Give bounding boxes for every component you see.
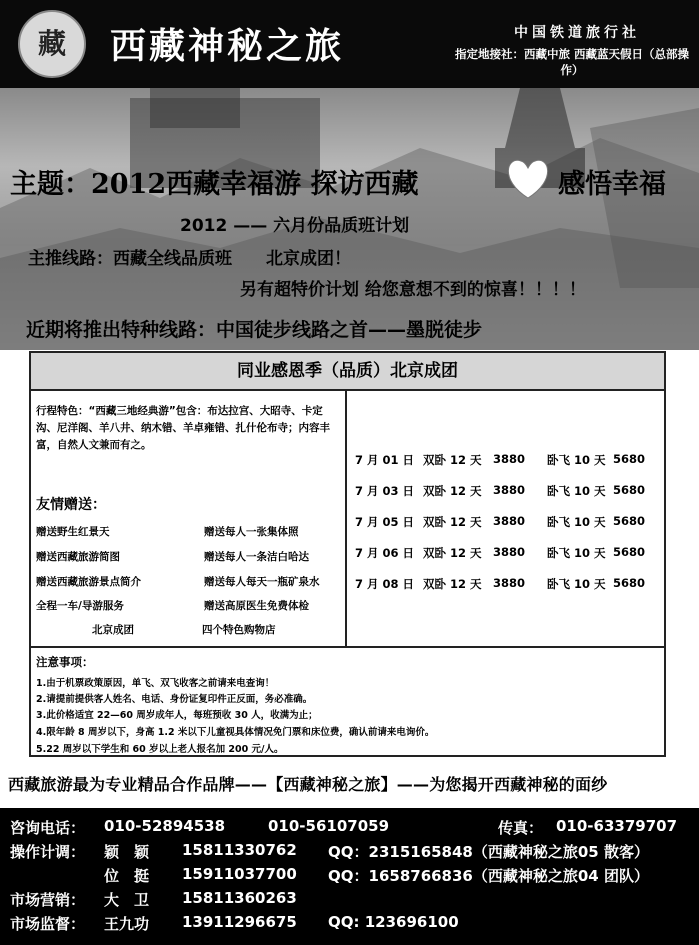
reception-agency: 指定地接社：西藏中旅 西藏蓝天假日（总部操作） [454, 47, 689, 77]
train-package: 双卧 12 天 [423, 484, 482, 498]
mixed-package: 卧飞 10 天 [547, 515, 606, 529]
train-package: 双卧 12 天 [423, 546, 482, 560]
phone-number: 010-56107059 [268, 817, 390, 835]
supervisor-label: 市场监督： [10, 915, 86, 933]
marketing-phone: 15811360263 [182, 889, 297, 907]
logo-glyph: 藏 [37, 27, 66, 60]
mixed-package: 卧飞 10 天 [547, 484, 606, 498]
operator-phone: 15811330762 [182, 841, 297, 859]
notes-divider [31, 646, 664, 648]
special-offer: 另有超特价计划 给您意想不到的惊喜！！！！ [240, 280, 586, 300]
phone-number: 010-52894538 [104, 817, 226, 835]
operator-qq: QQ：1658766836（西藏神秘之旅04 团队） [328, 867, 649, 885]
gift-item: 北京成团 [92, 624, 134, 636]
box-title: 同业感恩季（品质）北京成团 [31, 353, 664, 391]
gift-item: 赠送每人一张集体照 [204, 526, 299, 538]
agency-name: 中国铁道旅行社 [514, 25, 640, 41]
mixed-package: 卧飞 10 天 [547, 546, 606, 560]
theme-headline: 主题：2012西藏幸福游 探访西藏 [10, 169, 419, 200]
upcoming-route: 近期将推出特种线路：中国徒步线路之首——墨脱徒步 [26, 319, 483, 341]
train-package: 双卧 12 天 [423, 577, 482, 591]
marketing-label: 市场营销： [10, 891, 86, 909]
notes-title: 注意事项： [36, 655, 94, 669]
departure-date: 7 月 01 日 [355, 453, 415, 467]
gift-item: 赠送每人每天一瓶矿泉水 [204, 576, 320, 588]
gift-item: 赠送每人一条洁白哈达 [204, 551, 309, 563]
train-package: 双卧 12 天 [423, 515, 482, 529]
train-price: 3880 [493, 514, 526, 528]
departure-date: 7 月 08 日 [355, 577, 415, 591]
mixed-price: 5680 [613, 483, 646, 497]
train-price: 3880 [493, 452, 526, 466]
departure-date: 7 月 05 日 [355, 515, 415, 529]
phone-label: 咨询电话： [10, 819, 86, 837]
heart-icon [505, 158, 551, 200]
operations-label: 操作计调： [10, 843, 86, 861]
mixed-price: 5680 [613, 545, 646, 559]
train-package: 双卧 12 天 [423, 453, 482, 467]
supervisor-name: 王九功 [104, 915, 150, 933]
operator-qq: QQ：2315165848（西藏神秘之旅05 散客） [328, 843, 649, 861]
fax-label: 传真： [498, 819, 544, 837]
gifts-title: 友情赠送： [36, 497, 106, 513]
brand-title: 西藏神秘之旅 [110, 25, 345, 67]
operator-phone: 15911037700 [182, 865, 297, 883]
departure-date: 7 月 06 日 [355, 546, 415, 560]
mixed-package: 卧飞 10 天 [547, 453, 606, 467]
theme-headline-end: 感悟幸福 [558, 169, 666, 200]
operator-name: 位 挺 [104, 867, 150, 885]
brand-logo [18, 10, 86, 78]
mixed-price: 5680 [613, 514, 646, 528]
mixed-package: 卧飞 10 天 [547, 577, 606, 591]
gift-item: 赠送高原医生免费体检 [204, 600, 309, 612]
train-price: 3880 [493, 483, 526, 497]
itinerary-features: 行程特色：“西藏三地经典游”包含：布达拉宫、大昭寺、卡定沟、尼洋阁、羊八井、纳木错、羊卓雍错、扎什伦布寺；内容丰富，自然人文兼而有之。 [36, 405, 330, 451]
operator-name: 颖 颖 [104, 843, 150, 861]
train-price: 3880 [493, 545, 526, 559]
fax-number: 010-63379707 [556, 817, 678, 835]
note-item: 5.22 周岁以下学生和 60 岁以上老人报名加 200 元/人。 [36, 744, 284, 755]
gift-item: 全程一车/导游服务 [36, 600, 124, 612]
supervisor-phone: 13911296675 [182, 913, 297, 931]
note-item: 4.限年龄 8 周岁以下，身高 1.2 米以下儿童视具体情况免门票和床位费，确认前请来电询价。 [36, 727, 435, 738]
marketing-name: 大 卫 [104, 891, 150, 909]
monthly-plan: 2012 —— 六月份品质班计划 [180, 216, 410, 236]
train-price: 3880 [493, 576, 526, 590]
supervisor-qq: QQ: 123696100 [328, 913, 459, 931]
departure-date: 7 月 03 日 [355, 484, 415, 498]
note-item: 3.此价格适宜 22—60 周岁成年人，每班预收 30 人，收满为止； [36, 710, 318, 721]
gift-item: 四个特色购物店 [202, 624, 276, 636]
note-item: 1.由于机票政策原因，单飞、双飞收客之前请来电查询！ [36, 678, 275, 689]
brand-slogan: 西藏旅游最为专业精品合作品牌——【西藏神秘之旅】——为您揭开西藏神秘的面纱 [8, 775, 608, 794]
note-item: 2.请提前提供客人姓名、电话、身份证复印件正反面，务必准确。 [36, 694, 313, 705]
mixed-price: 5680 [613, 452, 646, 466]
main-route: 主推线路：西藏全线品质班 北京成团！ [28, 249, 351, 269]
gift-item: 赠送西藏旅游景点简介 [36, 576, 141, 588]
gift-item: 赠送野生红景天 [36, 526, 110, 538]
mixed-price: 5680 [613, 576, 646, 590]
gift-item: 赠送西藏旅游简图 [36, 551, 120, 563]
